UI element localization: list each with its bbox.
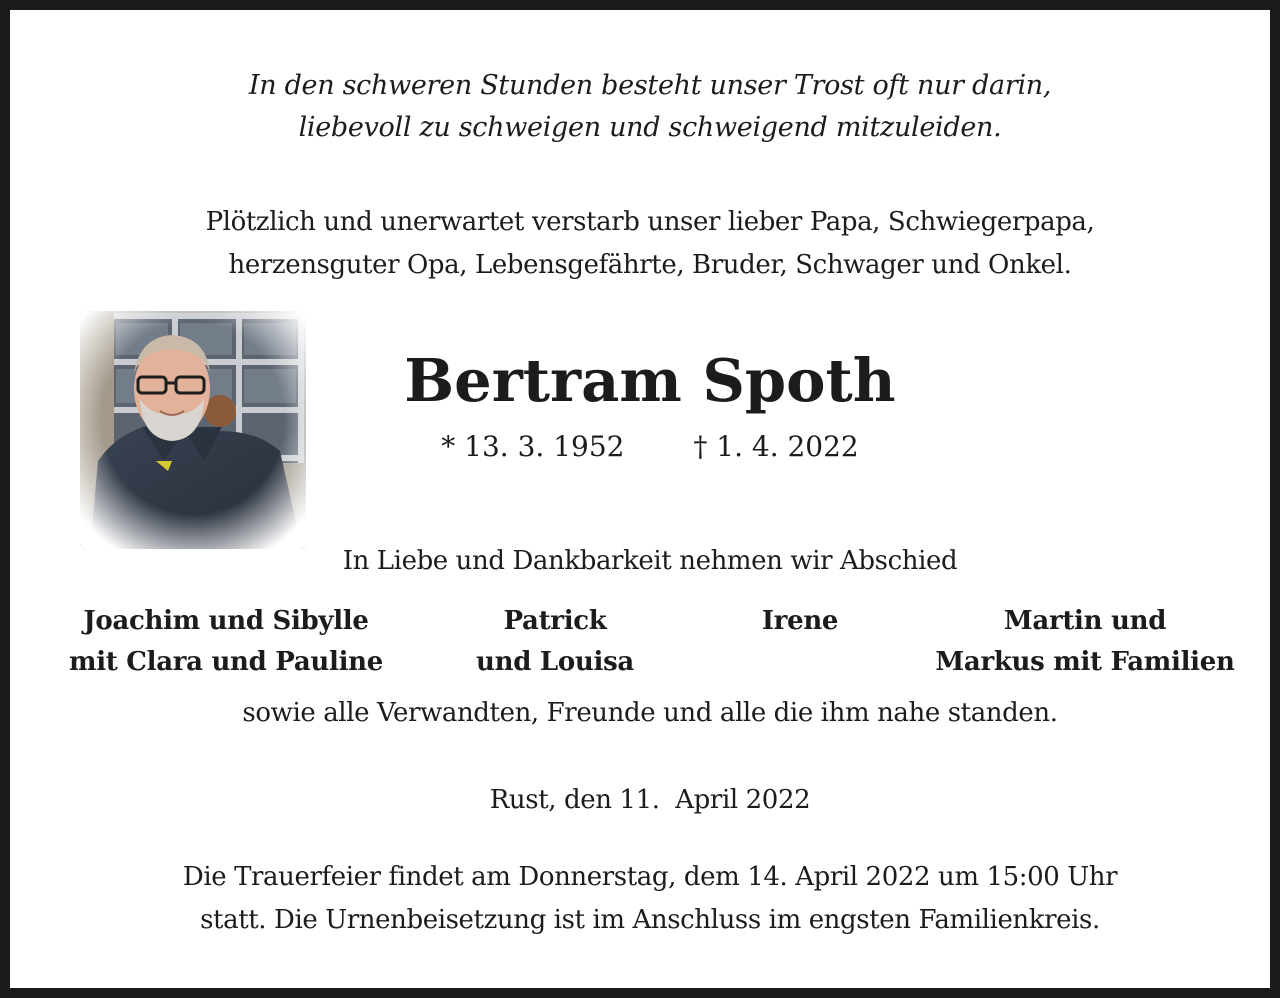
- mourner-line: Martin und: [1003, 606, 1167, 636]
- mourner-group-3: [710, 601, 890, 642]
- life-dates: [30, 430, 1270, 463]
- mourner-line: und Louisa: [476, 647, 634, 677]
- mourner-line: Markus mit Familien: [935, 647, 1235, 677]
- motto-line-1: In den schweren Stunden besteht unser Trost oft nur darin,: [248, 70, 1052, 101]
- deceased-name: Bertram Spoth: [404, 346, 896, 415]
- motto-line-2: liebevoll zu schweigen und schweigend mitzuleiden.: [298, 112, 1002, 143]
- death-date: † 1. 4. 2022: [693, 430, 859, 463]
- intro-line-2: herzensguter Opa, Lebensgefährte, Bruder, Schwager und Onkel.: [228, 250, 1072, 280]
- intro-line-1: Plötzlich und unerwartet verstarb unser lieber Papa, Schwiegerpapa,: [205, 207, 1095, 237]
- mourner-group-2: [430, 601, 680, 683]
- relatives-text: sowie alle Verwandten, Freunde und alle die ihm nahe standen.: [242, 698, 1058, 728]
- birth-date: * 13. 3. 1952: [441, 430, 625, 463]
- mourner-group-1: [46, 601, 406, 683]
- service-line-2: statt. Die Urnenbeisetzung ist im Anschluss im engsten Familienkreis.: [200, 905, 1100, 935]
- place-and-date: Rust, den 11. April 2022: [489, 785, 811, 815]
- farewell-text: In Liebe und Dankbarkeit nehmen wir Abschied: [342, 546, 958, 576]
- mourner-line: mit Clara und Pauline: [68, 647, 383, 677]
- mourner-line: Patrick: [503, 606, 607, 636]
- mourner-line: Irene: [761, 606, 839, 636]
- mourner-line: Joachim und Sibylle: [83, 606, 369, 636]
- service-line-1: Die Trauerfeier findet am Donnerstag, dem 14. April 2022 um 15:00 Uhr: [182, 862, 1118, 892]
- mourner-group-4: [920, 601, 1250, 683]
